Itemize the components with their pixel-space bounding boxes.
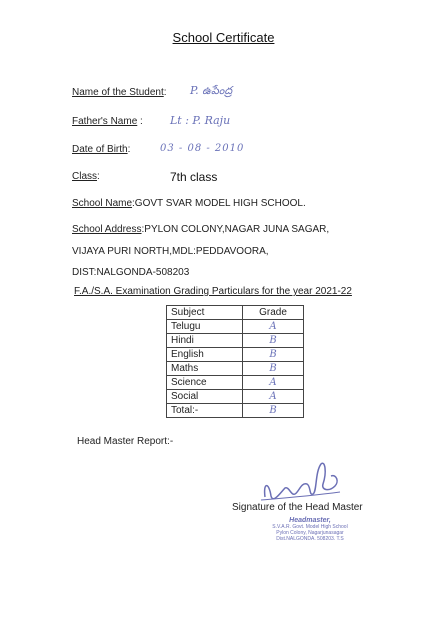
table-row bbox=[167, 334, 304, 348]
class-label: Class bbox=[72, 171, 98, 182]
dob-value: 03 - 08 - 2010 bbox=[160, 143, 245, 154]
subject-cell: Maths bbox=[167, 362, 243, 376]
student-name-label: Name of the Student bbox=[72, 87, 164, 98]
school-name-row bbox=[72, 198, 306, 209]
grade-cell: B bbox=[243, 334, 304, 348]
subject-cell: English bbox=[167, 348, 243, 362]
table-row bbox=[167, 320, 304, 334]
school-name-label: School Name bbox=[72, 198, 133, 209]
father-name-label: Father's Name bbox=[72, 116, 138, 127]
subject-cell: Telugu bbox=[167, 320, 243, 334]
school-name-value: :GOVT SVAR MODEL HIGH SCHOOL. bbox=[132, 198, 306, 209]
subject-cell: Social bbox=[167, 390, 243, 404]
school-address-line2: VIJAYA PURI NORTH,MDL:PEDDAVOORA, bbox=[72, 246, 269, 257]
head-master-report-label: Head Master Report:- bbox=[77, 436, 174, 447]
father-name-colon: : bbox=[140, 116, 143, 127]
student-name-row bbox=[72, 87, 167, 98]
grade-cell: A bbox=[243, 320, 304, 334]
grades-table bbox=[166, 305, 304, 418]
grade-header: Grade bbox=[243, 306, 304, 320]
table-row bbox=[167, 390, 304, 404]
table-header-row bbox=[167, 306, 304, 320]
grade-cell: A bbox=[243, 390, 304, 404]
table-row bbox=[167, 376, 304, 390]
grade-cell: A bbox=[243, 376, 304, 390]
grade-cell: B bbox=[243, 404, 304, 418]
grading-heading: F.A./S.A. Examination Grading Particulars for the year 2021-22 bbox=[74, 286, 352, 297]
table-row bbox=[167, 348, 304, 362]
subject-cell: Science bbox=[167, 376, 243, 390]
dob-label: Date of Birth bbox=[72, 144, 128, 155]
school-address-label: School Address bbox=[72, 224, 142, 235]
table-row bbox=[167, 404, 304, 418]
class-colon: : bbox=[97, 171, 100, 182]
stamp-line4: Dist.NALGONDA. 508203. T.S bbox=[276, 536, 344, 542]
stamp-line1: Headmaster, bbox=[289, 517, 331, 524]
father-name-value: Lt : P. Raju bbox=[170, 114, 231, 127]
table-row bbox=[167, 362, 304, 376]
stamp-line2: S.V.A.R. Govt. Model High School bbox=[272, 524, 348, 530]
grade-cell: B bbox=[243, 348, 304, 362]
school-address-row bbox=[72, 224, 329, 235]
student-name-value: P. ఉపేంద్ర bbox=[190, 84, 233, 97]
class-row bbox=[72, 171, 100, 182]
dob-colon: : bbox=[127, 144, 131, 155]
class-value: 7th class bbox=[170, 170, 218, 184]
certificate-title: School Certificate bbox=[172, 30, 275, 45]
subject-cell: Hindi bbox=[167, 334, 243, 348]
signature-label: Signature of the Head Master bbox=[232, 502, 363, 513]
dob-row bbox=[72, 144, 130, 155]
student-name-colon: : bbox=[163, 87, 167, 98]
stamp-line3: Pylon Colony, Nagarjunasagar bbox=[276, 530, 344, 536]
school-address-line1: :PYLON COLONY,NAGAR JUNA SAGAR, bbox=[141, 224, 330, 235]
subject-cell: Total:- bbox=[167, 404, 243, 418]
subject-header: Subject bbox=[167, 306, 243, 320]
school-address-line3: DIST:NALGONDA-508203 bbox=[72, 267, 190, 278]
father-name-row bbox=[72, 116, 137, 127]
headmaster-stamp bbox=[250, 518, 370, 542]
grade-cell: B bbox=[243, 362, 304, 376]
